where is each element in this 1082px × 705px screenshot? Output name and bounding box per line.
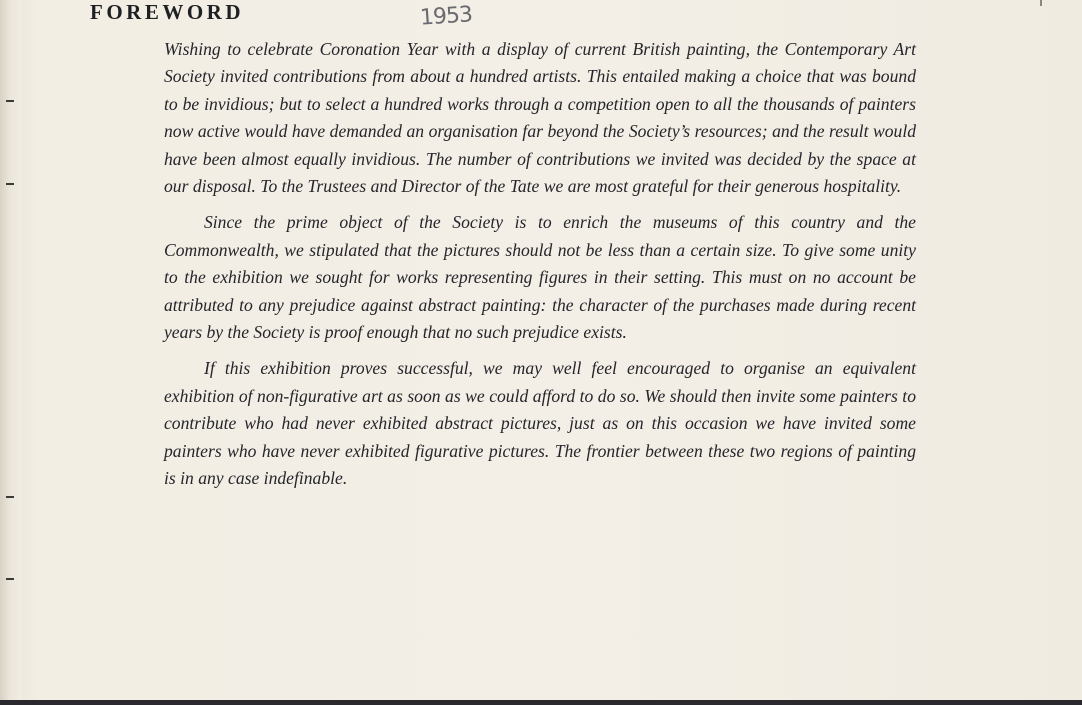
page-bottom-edge: [0, 700, 1082, 705]
binding-stitch: [6, 496, 14, 498]
binding-stitch: [6, 578, 14, 580]
foreword-body: [164, 36, 916, 502]
paragraph-1: Wishing to celebrate Coronation Year with a display of current British painting, the Contemporary Art Society invited contributions from about a hundred artists. This entailed making a choice that was bound to be invidious; but to select a hundred works through a competition open to all the thousands of painters now active would have demanded an organisation far beyond the Society’s resources; and the result would have been almost equally invidious. The number of contributions we invited was decided by the space at our disposal. To the Trustees and Director of the Tate we are most grateful for their generous hospitality.: [164, 39, 916, 197]
paragraph-3: If this exhibition proves successful, we may well feel encouraged to organise an equivalent exhibition of non-figurative art as soon as we could afford to do so. We should then invite some painters to contribute who had never exhibited abstract pictures, just as on this occasion we have invited some painters who have never exhibited figurative pictures. The frontier between these two regions of painting is in any case indefinable.: [164, 358, 916, 489]
binding-stitch: [6, 100, 14, 102]
binding-stitch: [6, 183, 14, 185]
book-spine: [0, 0, 22, 705]
paragraph-2: Since the prime object of the Society is to enrich the museums of this country and the Commonwealth, we stipulated that the pictures should not be less than a certain size. To give some unity to the exhibition we sought for works representing figures in their setting. This must on no account be attributed to any prejudice against abstract painting: the character of the purchases made during recent years by the Society is proof enough that no such prejudice exists.: [164, 212, 916, 343]
page-heading: FOREWORD: [90, 0, 244, 24]
page-edge-mark: [1040, 0, 1042, 6]
handwritten-year-note: 1953: [419, 2, 473, 31]
